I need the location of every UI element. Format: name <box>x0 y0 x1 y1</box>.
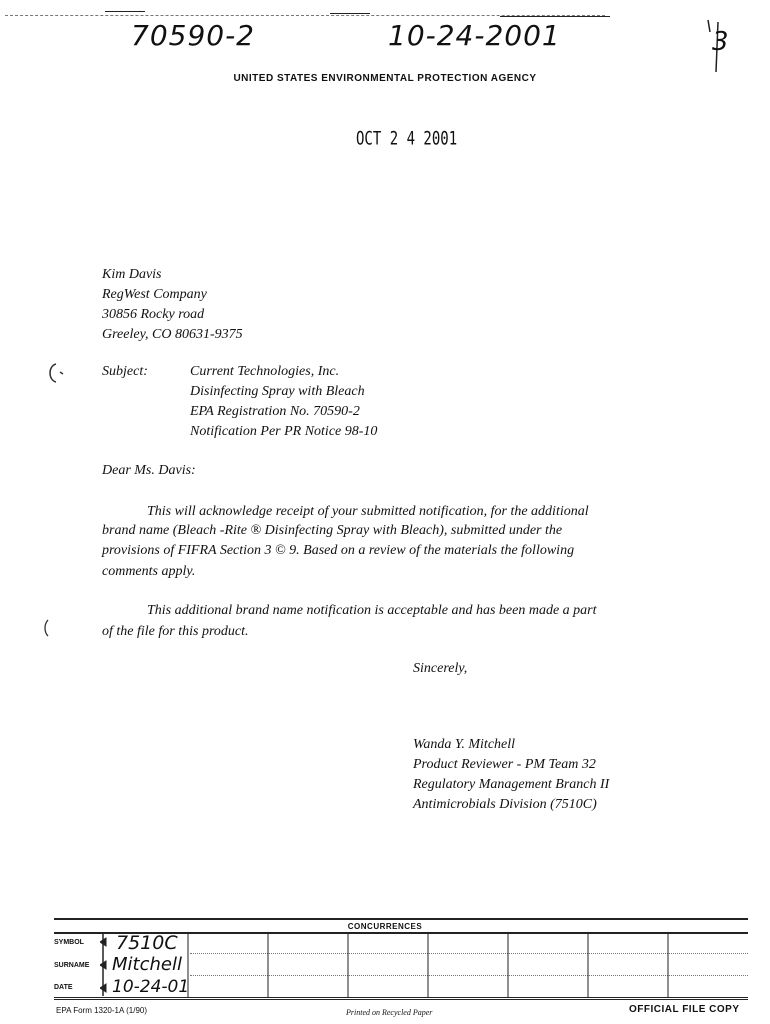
date-cell: 10-24-01 <box>112 977 190 997</box>
recipient-street: 30856 Rocky road <box>102 307 205 322</box>
subject-label: Subject: <box>102 364 148 379</box>
date-stamp: OCT 2 4 2001 <box>356 129 458 150</box>
row-label-date: DATE <box>54 984 73 991</box>
symbol-cell: 7510C <box>116 932 178 954</box>
closing: Sincerely, <box>413 661 468 676</box>
subject-line: Notification Per PR Notice 98-10 <box>190 424 378 439</box>
paragraph-line: comments apply. <box>102 564 196 579</box>
concurrences-grid-lines <box>100 932 770 1002</box>
signer-division: Antimicrobials Division (7510C) <box>413 797 597 812</box>
signer-title: Product Reviewer - PM Team 32 <box>413 757 596 772</box>
signer-branch: Regulatory Management Branch II <box>413 777 610 792</box>
agency-heading: UNITED STATES ENVIRONMENTAL PROTECTION AGENCY <box>233 73 537 84</box>
margin-mark <box>44 360 74 390</box>
subject-line: EPA Registration No. 70590-2 <box>190 404 360 419</box>
recipient-name: Kim Davis <box>102 267 162 282</box>
paragraph-line: brand name (Bleach -Rite ® Disinfecting Spray with Bleach), submitted under the <box>102 523 563 538</box>
row-label-surname: SURNAME <box>54 962 90 969</box>
handwritten-registration-number: 70590-2 <box>131 19 255 52</box>
page-marker: 3 <box>712 27 729 57</box>
form-identifier: EPA Form 1320-1A (1/90) <box>56 1006 148 1015</box>
paragraph-line: of the file for this product. <box>102 624 249 639</box>
handwritten-date: 10-24-2001 <box>388 19 561 52</box>
concurrences-title: CONCURRENCES <box>347 922 423 931</box>
recipient-company: RegWest Company <box>102 287 207 302</box>
scan-edge-line <box>105 11 145 12</box>
scan-edge-line <box>500 16 610 17</box>
salutation: Dear Ms. Davis: <box>102 463 196 478</box>
row-label-symbol: SYMBOL <box>54 939 84 946</box>
paragraph-line: provisions of FIFRA Section 3 © 9. Based on a review of the materials the following <box>102 543 575 558</box>
surname-cell: Mitchell <box>112 954 182 975</box>
official-file-copy-label: OFFICIAL FILE COPY <box>629 1004 740 1015</box>
paragraph-line: This additional brand name notification is acceptable and has been made a part <box>147 603 597 618</box>
margin-mark <box>40 618 60 642</box>
subject-line: Current Technologies, Inc. <box>190 364 340 379</box>
recipient-city: Greeley, CO 80631-9375 <box>102 327 243 342</box>
signer-name: Wanda Y. Mitchell <box>413 737 516 752</box>
recycled-paper-note: Printed on Recycled Paper <box>346 1008 433 1017</box>
subject-line: Disinfecting Spray with Bleach <box>190 384 365 399</box>
scan-edge-line <box>330 13 370 14</box>
paragraph-line: This will acknowledge receipt of your submitted notification, for the additional <box>147 504 589 519</box>
